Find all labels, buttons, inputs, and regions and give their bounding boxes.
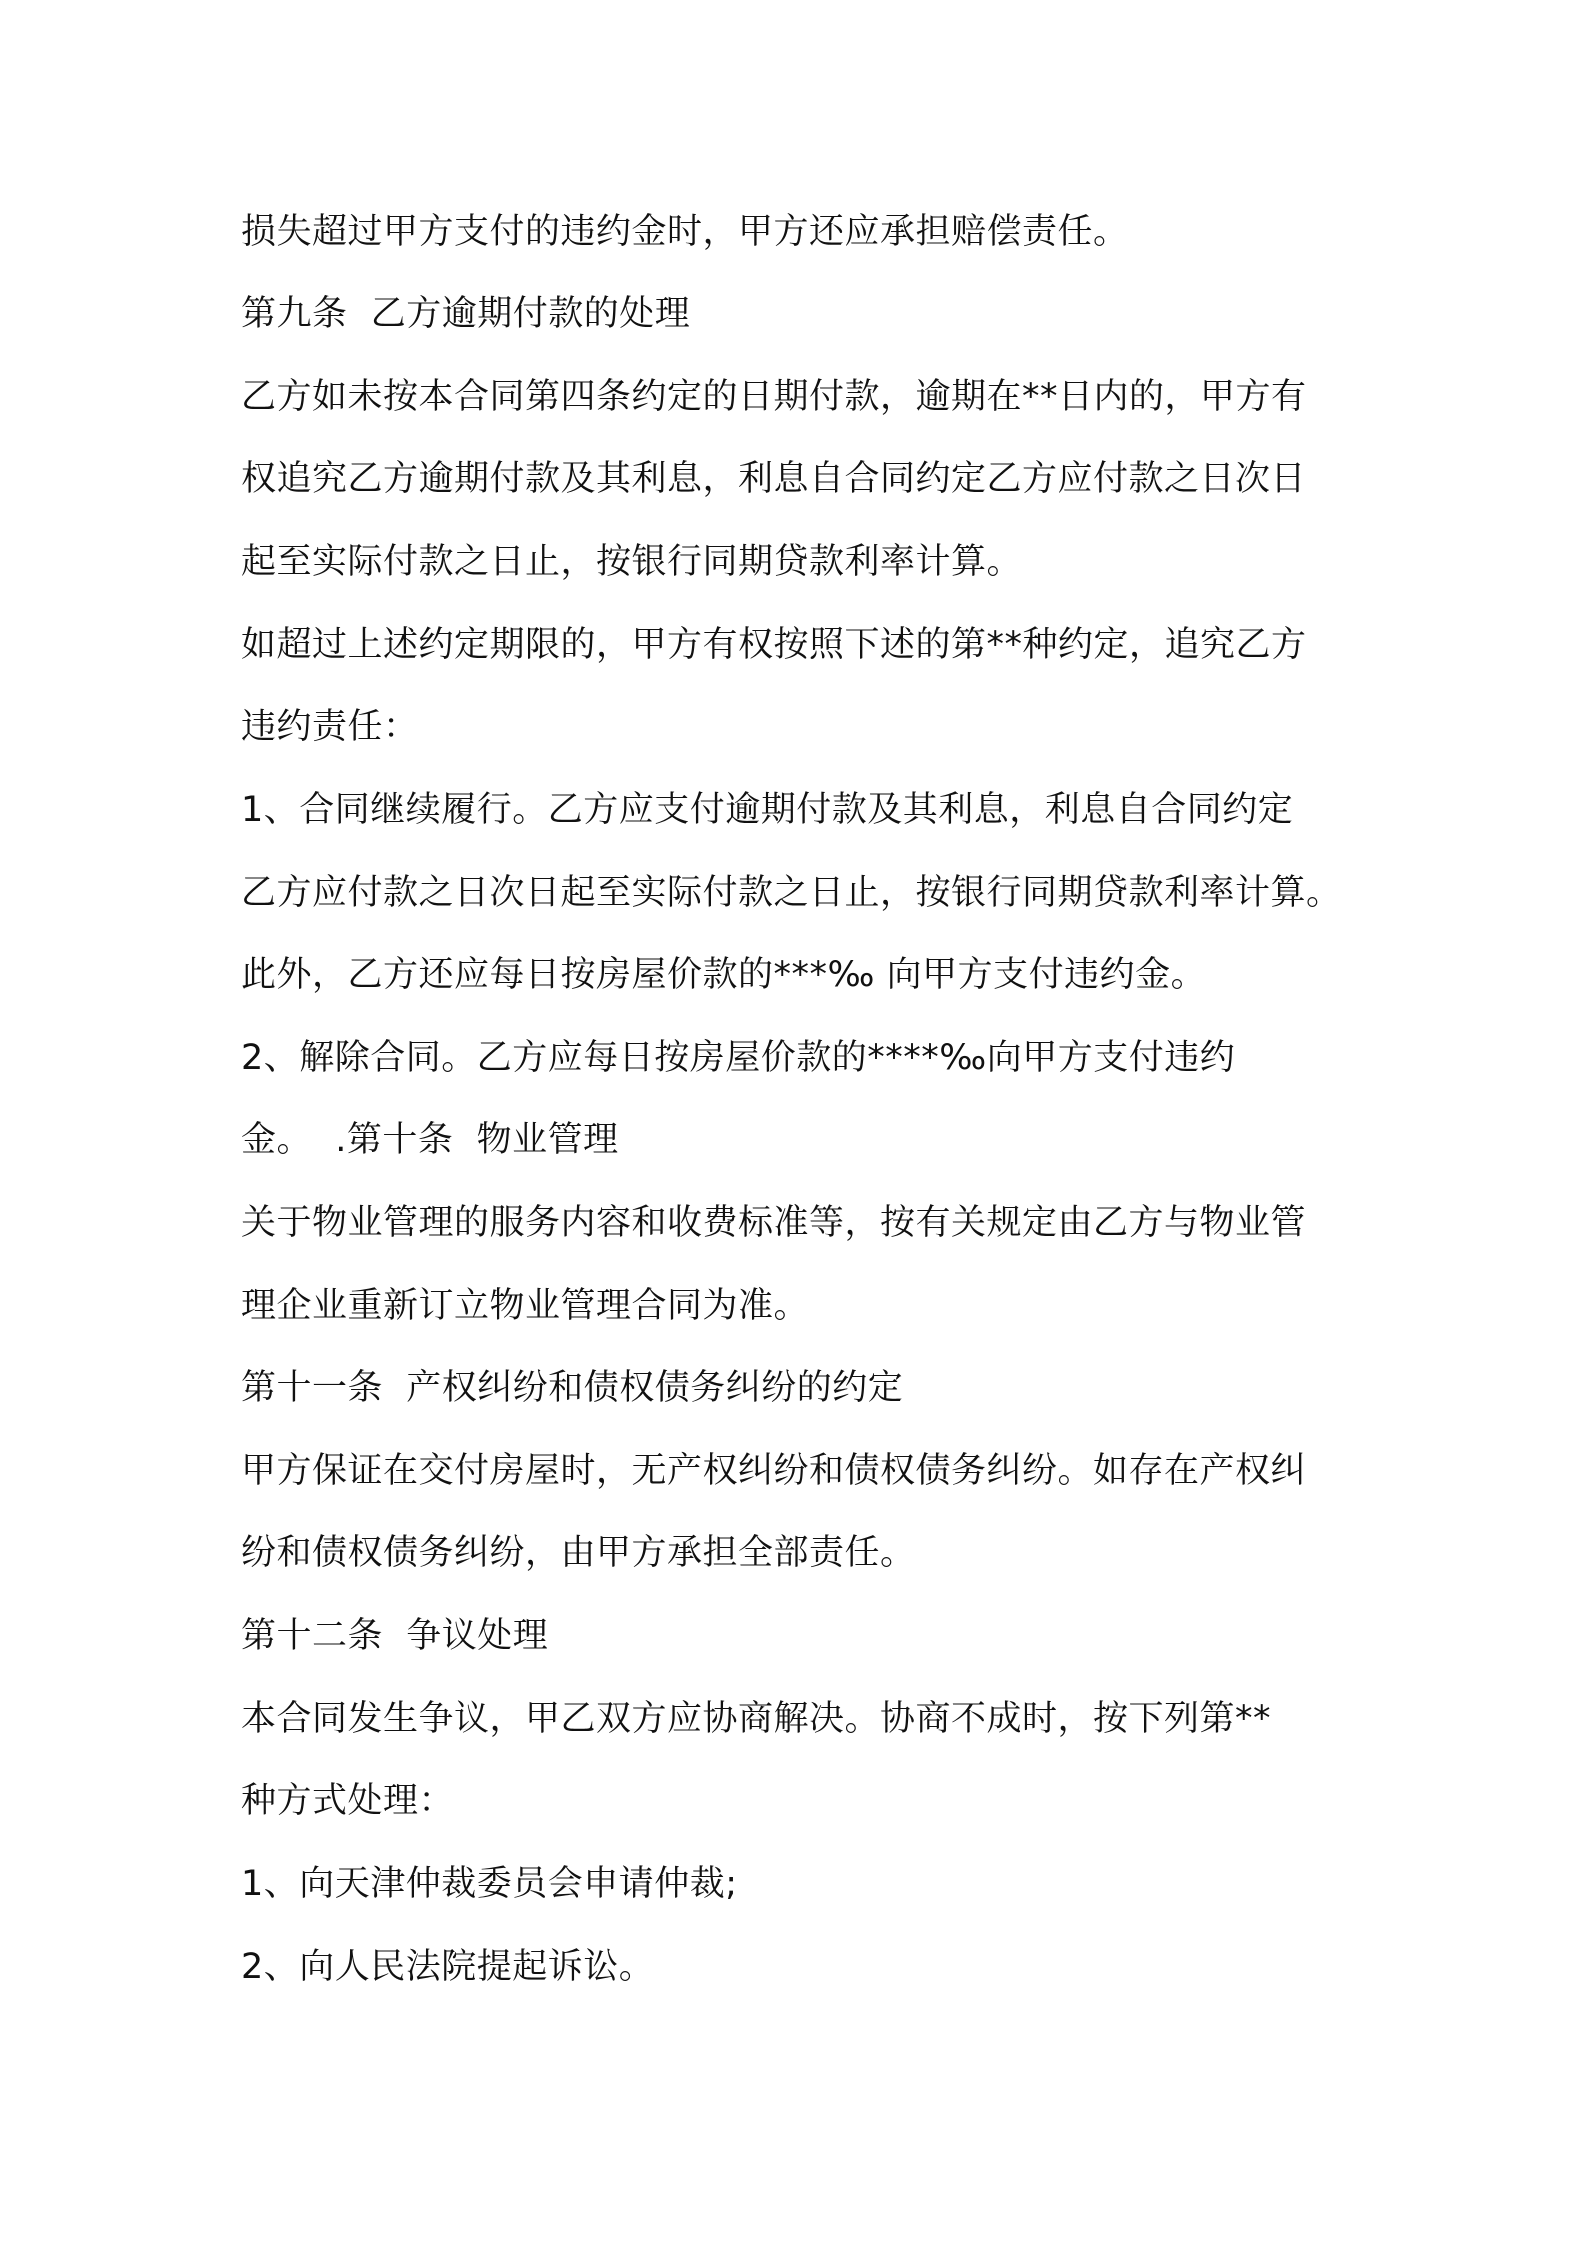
- body-text-line: 权追究乙方逾期付款及其利息，利息自合同约定乙方应付款之日次日: [241, 459, 1307, 499]
- section-heading-11: 第十一条 产权纠纷和债权债务纠纷的约定: [241, 1368, 904, 1408]
- body-text-line: 起至实际付款之日止，按银行同期贷款利率计算。: [241, 542, 1023, 582]
- list-item-line: 1、向天津仲裁委员会申请仲裁;: [241, 1864, 738, 1904]
- body-text-line: 违约责任：: [241, 707, 419, 747]
- list-item-line: 1、合同继续履行。乙方应支付逾期付款及其利息，利息自合同约定: [241, 790, 1294, 830]
- body-text-line: 本合同发生争议，甲乙双方应协商解决。协商不成时，按下列第**: [241, 1699, 1272, 1739]
- body-text-line: 甲方保证在交付房屋时，无产权纠纷和债权债务纠纷。如存在产权纠: [241, 1451, 1307, 1491]
- list-item-line: 2、向人民法院提起诉讼。: [241, 1947, 655, 1987]
- body-text-line: 纷和债权债务纠纷，由甲方承担全部责任。: [241, 1533, 916, 1573]
- body-text-line: 乙方应付款之日次日起至实际付款之日止，按银行同期贷款利率计算。: [241, 873, 1342, 913]
- body-text-line: 如超过上述约定期限的，甲方有权按照下述的第**种约定，追究乙方: [241, 625, 1307, 665]
- body-text-line: 乙方如未按本合同第四条约定的日期付款，逾期在**日内的，甲方有: [241, 377, 1307, 417]
- body-text-line: 损失超过甲方支付的违约金时，甲方还应承担赔偿责任。: [241, 212, 1129, 252]
- body-text-line: 理企业重新订立物业管理合同为准。: [241, 1286, 810, 1326]
- body-text-line: 此外，乙方还应每日按房屋价款的***‰ 向甲方支付违约金。: [241, 955, 1207, 995]
- list-item-line: 2、解除合同。乙方应每日按房屋价款的****‰向甲方支付违约: [241, 1038, 1236, 1078]
- body-text-line: 种方式处理：: [241, 1781, 455, 1821]
- section-heading-9: 第九条 乙方逾期付款的处理: [241, 294, 691, 334]
- section-heading-10: 金。 .第十条 物业管理: [241, 1120, 619, 1160]
- body-text-line: 关于物业管理的服务内容和收费标准等，按有关规定由乙方与物业管: [241, 1203, 1307, 1243]
- section-heading-12: 第十二条 争议处理: [241, 1616, 549, 1656]
